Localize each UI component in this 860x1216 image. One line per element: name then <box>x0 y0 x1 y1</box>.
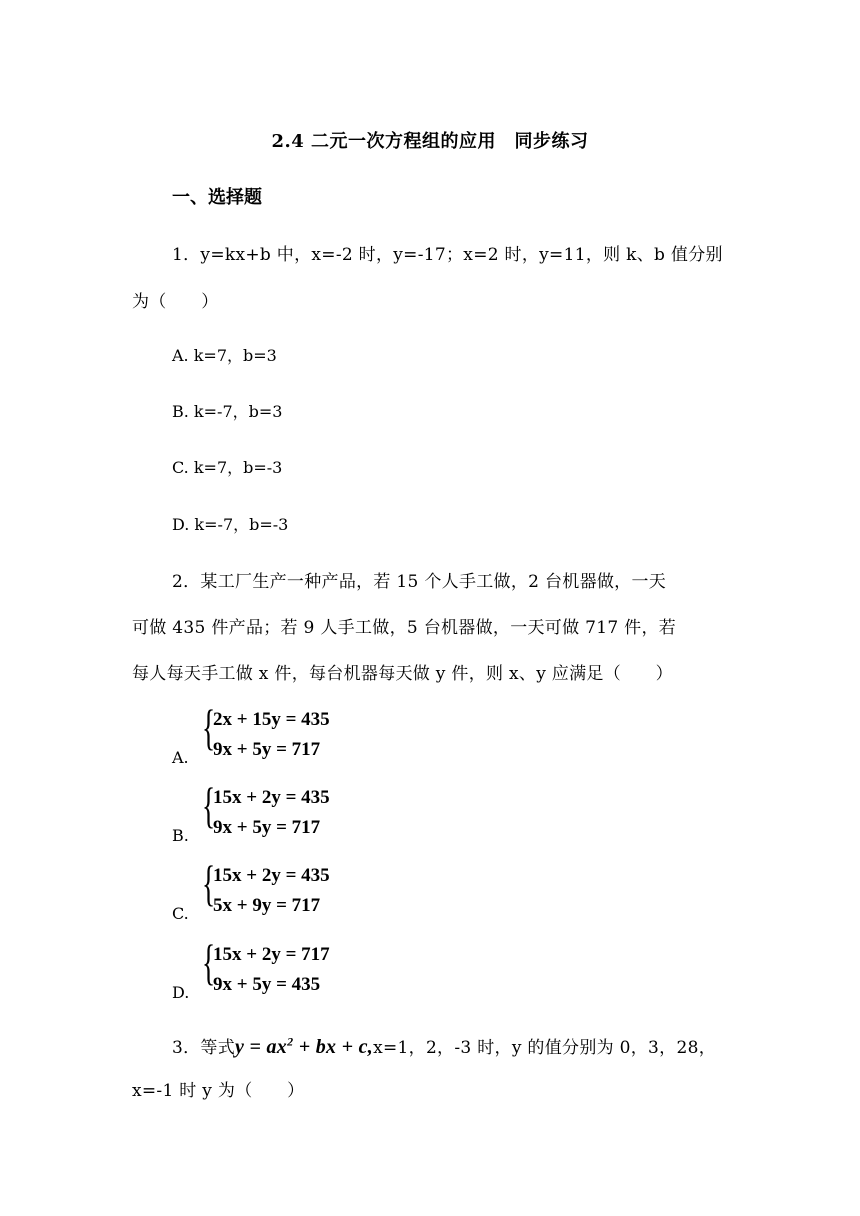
page-title: 2.4 二元一次方程组的应用 同步练习 <box>271 131 589 152</box>
q1-option-c: C. k=7，b=-3 <box>172 458 283 477</box>
q3-line-2: x=-1 时 y 为（ ） <box>132 1081 305 1101</box>
q3-prefix: 3．等式 <box>172 1038 236 1058</box>
equation: 15x + 2y = 435 <box>213 865 330 886</box>
q2-option-b-system <box>202 777 352 846</box>
q2-option-c-label: C. <box>172 904 189 923</box>
equation: 2x + 15y = 435 <box>213 709 330 730</box>
equation: 9x + 5y = 717 <box>213 817 321 838</box>
q2-line-3: 每人每天手工做 x 件，每台机器每天做 y 件，则 x、y 应满足（ ） <box>132 664 673 684</box>
q2-option-d-label: D. <box>172 983 190 1002</box>
formula-part: + bx + c, <box>293 1036 374 1058</box>
brace-icon: { <box>202 934 216 990</box>
equation: 15x + 2y = 717 <box>213 944 330 965</box>
q3-line-1 <box>172 1033 716 1059</box>
q2-line-2: 可做 435 件产品；若 9 人手工做，5 台机器做，一天可做 717 件，若 <box>132 618 677 638</box>
brace-icon: { <box>202 777 216 833</box>
q1-option-b: B. k=-7，b=3 <box>172 402 283 421</box>
brace-icon: { <box>202 855 216 911</box>
q3-suffix: x=1，2，-3 时，y 的值分别为 0，3，28， <box>373 1038 716 1058</box>
formula-part: y = ax <box>235 1036 288 1058</box>
equation: 15x + 2y = 435 <box>213 787 330 808</box>
formula-exponent: 2 <box>287 1034 294 1049</box>
q3-formula <box>235 1036 373 1058</box>
q2-option-b-label: B. <box>172 826 189 845</box>
q1-option-d: D. k=-7，b=-3 <box>172 515 289 534</box>
equation: 9x + 5y = 435 <box>213 974 321 995</box>
section-heading: 一、选择题 <box>172 187 262 208</box>
q2-line-1: 2．某工厂生产一种产品，若 15 个人手工做，2 台机器做，一天 <box>172 572 667 592</box>
q1-option-a: A. k=7，b=3 <box>172 346 277 365</box>
q2-option-c-system <box>202 855 352 924</box>
q1-line-2: 为（ ） <box>132 292 219 312</box>
equation: 5x + 9y = 717 <box>213 895 321 916</box>
q1-line-1: 1．y=kx+b 中，x=-2 时，y=-17；x=2 时，y=11，则 k、b 值分别 <box>172 245 723 265</box>
equation: 9x + 5y = 717 <box>213 739 321 760</box>
q2-option-d-system <box>202 934 352 1003</box>
q2-option-a-label: A. <box>172 748 189 767</box>
q2-option-a-system <box>202 699 352 768</box>
brace-icon: { <box>202 699 216 755</box>
